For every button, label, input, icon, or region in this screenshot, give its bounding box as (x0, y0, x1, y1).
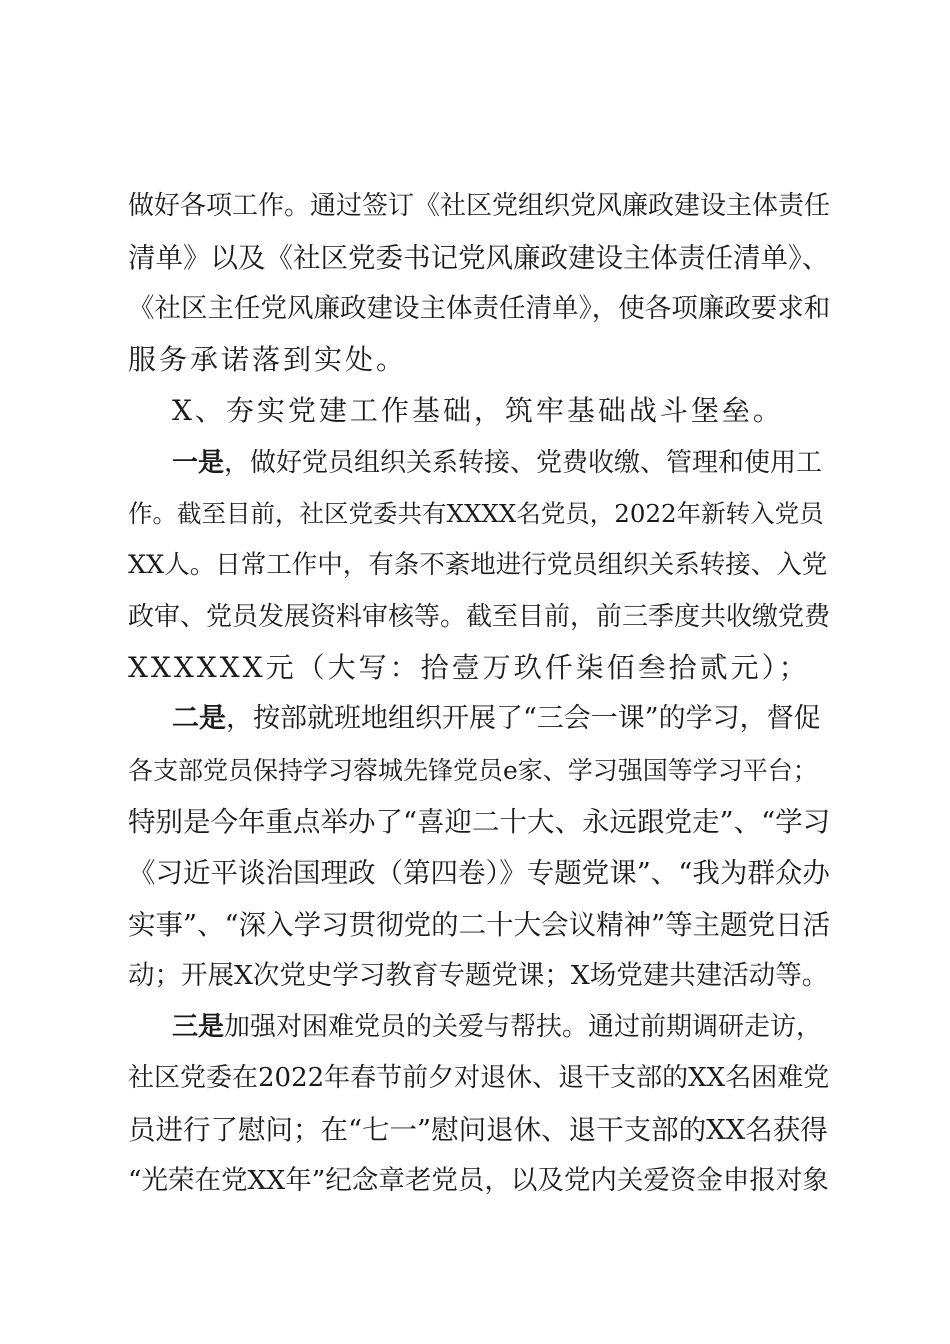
body-line: 作。截至目前，社区党委共有XXXX名党员，2022年新转入党员 (128, 499, 824, 528)
body-line: 《社区主任党风廉政建设主体责任清单》，使各项廉政要求和 (128, 293, 831, 324)
paragraph-text: 加强对困难党员的关爱与帮扶。通过前期调研走访， (224, 1012, 823, 1042)
body-line: 政审、党员发展资料审核等。截至目前，前三季度共收缴党费 (128, 602, 831, 632)
paragraph-lead: 二是 (172, 703, 226, 734)
body-line: “光荣在党XX年”纪念章老党员，以及党内关爱资金申报对象 (128, 1165, 829, 1196)
body-line: 实事”、“深入学习贯彻党的二十大会议精神”等主题党日活 (128, 909, 831, 941)
body-line: 各支部党员保持学习蓉城先锋党员e家、学习强国等学习平台； (128, 756, 818, 785)
paragraph-text: ，按部就班地组织开展了“三会一课”的学习，督促 (226, 703, 821, 734)
body-line: 《习近平谈治国理政（第四卷）》专题党课”、“我为群众办 (128, 857, 830, 889)
paragraph-text: ，做好党员组织关系转接、党费收缴、管理和使用工 (224, 448, 823, 478)
body-line: 特别是今年重点举办了“喜迎二十大、永远跟党走”、“学习 (128, 806, 831, 838)
body-line: 社区党委在2022年春节前夕对退休、退干支部的XX名困难党 (128, 1063, 830, 1093)
body-line: 做好各项工作。通过签订《社区党组织党风廉政建设主体责任 (128, 191, 831, 221)
body-line: 动；开展X次党史学习教育专题党课；X场党建共建活动等。 (128, 960, 829, 991)
paragraph-first-line (172, 699, 821, 739)
body-line: XXXXXX元（大写：拾壹万玖仟柒佰叁拾贰元）； (128, 651, 810, 684)
body-line: XX人。日常工作中，有条不紊地进行党员组织关系转接、入党 (128, 550, 828, 580)
paragraph-lead: 三是 (172, 1012, 225, 1042)
body-line: 员进行了慰问；在“七一”慰问退休、退干支部的XX名获得 (128, 1114, 828, 1146)
body-line: 服务承诺落到实处。 (128, 343, 408, 376)
paragraph-first-line (172, 1007, 822, 1047)
paragraph-first-line (172, 443, 822, 483)
body-line: 清单》以及《社区党委书记党风廉政建设主体责任清单》、 (128, 242, 830, 274)
paragraph-lead: 一是 (172, 448, 225, 478)
section-heading: X、夯实党建工作基础，筑牢基础战斗堡垒。 (172, 394, 784, 427)
